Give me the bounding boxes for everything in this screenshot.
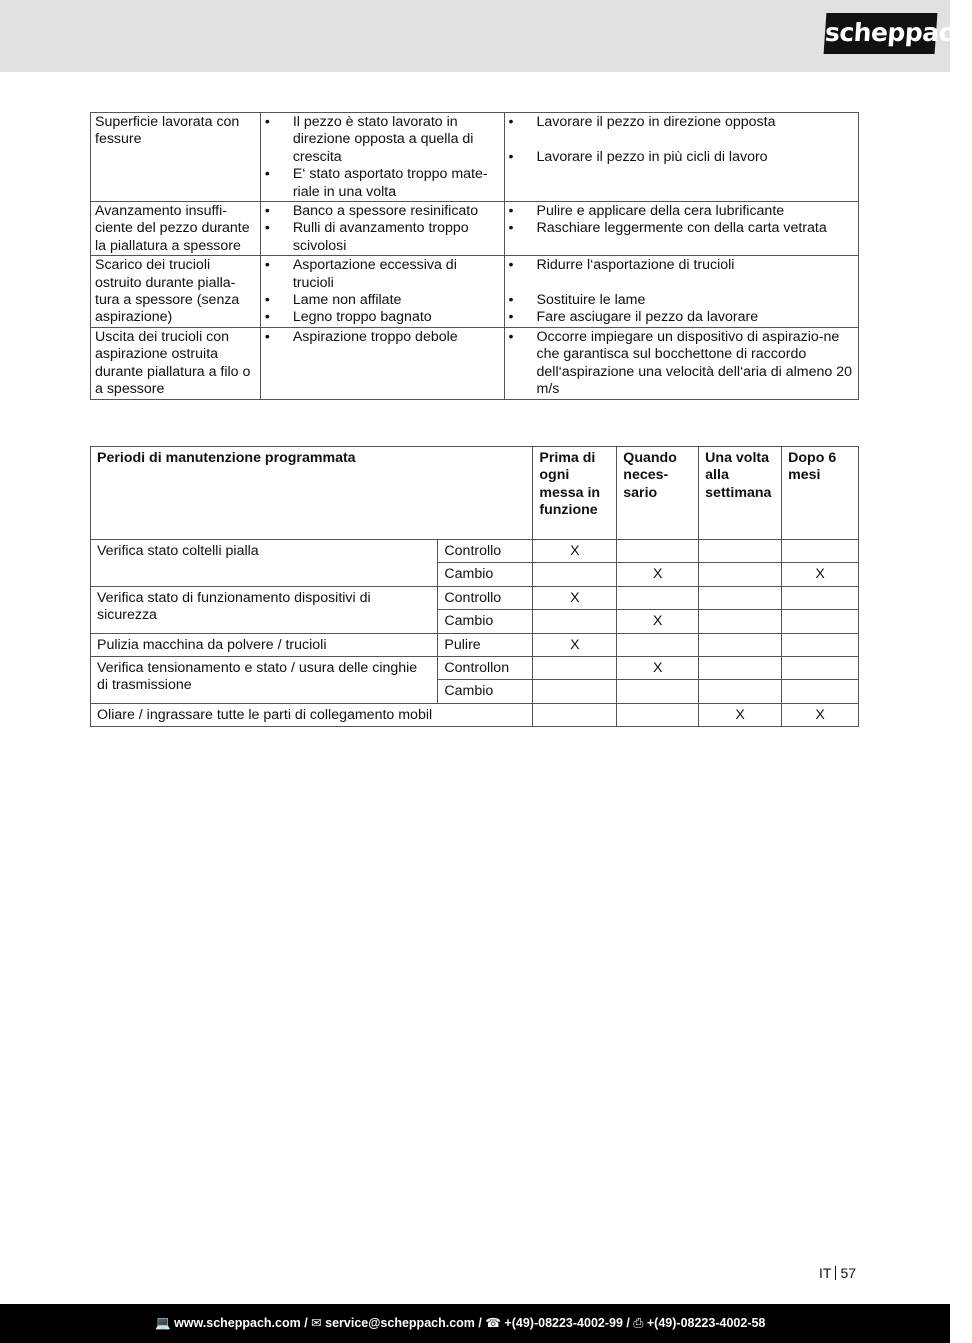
list-item: • Lavorare il pezzo in più cicli di lavoro [509,149,854,166]
mark-cell [533,657,617,680]
mark-cell [782,680,859,703]
task-cell: Verifica stato coltelli pialla [91,540,438,587]
mark-cell: X [617,563,699,586]
mark-cell: X [533,633,617,656]
email-link[interactable]: service@scheppach.com [325,1316,475,1330]
table-header-row [91,447,859,540]
phone-number: +(49)-08223-4002-99 [504,1316,623,1330]
column-header: Una volta alla settimana [699,447,782,540]
email-icon: ✉ [311,1316,322,1330]
page-language: IT [819,1265,832,1281]
mark-cell [699,657,782,680]
table-row [91,703,859,726]
list-item: • Banco a spessore resinificato [265,203,500,220]
mark-cell: X [782,563,859,586]
task-cell: Oliare / ingrassare tutte le parti di collegamento mobil [91,703,533,726]
maintenance-title: Periodi di manutenzione programmata [91,447,533,540]
list-item: • Il pezzo è stato lavorato in direzione opposta a quella di crescita [265,114,500,166]
table-row [91,657,859,680]
mark-cell [699,680,782,703]
mark-cell [782,657,859,680]
remedies-cell [504,256,858,328]
problem-cell: Uscita dei trucioli con aspirazione ostruita durante piallatura a filo o a spessore [91,327,261,399]
column-header: Prima di ogni messa in funzione [533,447,617,540]
list-item: • Ridurre l‘asportazione di trucioli [509,257,854,274]
mark-cell [617,586,699,609]
list-item: • Lame non affilate [265,292,500,309]
table-row [91,327,859,399]
footer-separator: / [478,1316,482,1330]
action-cell: Controllo [438,540,533,563]
mark-cell [533,703,617,726]
action-cell: Controllo [438,586,533,609]
task-cell: Verifica tensionamento e stato / usura delle cinghie di trasmissione [91,657,438,704]
mark-cell [782,610,859,633]
causes-cell [260,113,504,202]
list-item: • Sostituire le lame [509,292,854,309]
list-item: • Lavorare il pezzo in direzione opposta [509,114,854,131]
footer-contacts [155,1304,765,1343]
page-footer [0,1304,950,1343]
mark-cell [782,586,859,609]
scheppach-logo: scheppach [824,13,938,54]
troubleshooting-table [90,112,859,400]
mark-cell: X [782,703,859,726]
task-cell: Pulizia macchina da polvere / trucioli [91,633,438,656]
phone-icon: ☎ [485,1316,501,1330]
problem-cell: Scarico dei trucioli ostruito durante pialla-tura a spessore (senza aspirazione) [91,256,261,328]
page-number-divider [835,1266,836,1280]
list-item: • E‘ stato asportato troppo mate-riale in una volta [265,166,500,201]
mark-cell [617,633,699,656]
action-cell: Cambio [438,563,533,586]
table-row [91,113,859,202]
mark-cell [699,563,782,586]
fax-number: +(49)-08223-4002-58 [646,1316,766,1330]
causes-cell [260,327,504,399]
mark-cell: X [699,703,782,726]
causes-cell [260,202,504,256]
mark-cell [782,540,859,563]
mark-cell [782,633,859,656]
action-cell: Cambio [438,610,533,633]
remedies-cell [504,327,858,399]
computer-icon: 💻 [155,1316,171,1330]
task-cell: Verifica stato di funzionamento dispositivi di sicurezza [91,586,438,633]
footer-separator: / [626,1316,630,1330]
list-item: • Legno troppo bagnato [265,309,500,326]
mark-cell: X [617,657,699,680]
mark-cell [699,540,782,563]
problem-cell: Avanzamento insuffi-ciente del pezzo durante la piallatura a spessore [91,202,261,256]
list-item: • Pulire e applicare della cera lubrificante [509,203,854,220]
action-cell: Controllon [438,657,533,680]
action-cell: Cambio [438,680,533,703]
mark-cell [533,610,617,633]
mark-cell [699,586,782,609]
causes-cell [260,256,504,328]
table-row [91,586,859,609]
mark-cell [533,563,617,586]
list-item: • Rulli di avanzamento troppo scivolosi [265,220,500,255]
page-header [0,0,972,72]
remedies-cell [504,202,858,256]
mark-cell: X [533,540,617,563]
list-item: • Aspirazione troppo debole [265,329,500,346]
page-number-value: 57 [840,1265,857,1281]
table-row [91,540,859,563]
table-row [91,202,859,256]
mark-cell [617,680,699,703]
list-item: • Occorre impiegare un dispositivo di aspirazio-ne che garantisca sul bocchettone di raccordo dell‘aspirazione una velocità dell‘aria di almeno 20 m/s [509,329,854,399]
remedies-cell [504,113,858,202]
list-item: • Raschiare leggermente con della carta vetrata [509,220,854,237]
footer-separator: / [304,1316,308,1330]
mark-cell [533,680,617,703]
mark-cell [699,610,782,633]
table-row [91,633,859,656]
list-item: • Asportazione eccessiva di trucioli [265,257,500,292]
fax-icon: ⎙ [633,1316,644,1330]
website-link[interactable]: www.scheppach.com [174,1316,301,1330]
list-item: • Fare asciugare il pezzo da lavorare [509,309,854,326]
action-cell: Pulire [438,633,533,656]
mark-cell: X [617,610,699,633]
table-row [91,256,859,328]
mark-cell: X [533,586,617,609]
column-header: Dopo 6 mesi [782,447,859,540]
page-number [819,1265,856,1281]
column-header: Quando neces-sario [617,447,699,540]
problem-cell: Superficie lavorata con fessure [91,113,261,202]
maintenance-table [90,446,859,727]
mark-cell [617,540,699,563]
mark-cell [699,633,782,656]
mark-cell [617,703,699,726]
